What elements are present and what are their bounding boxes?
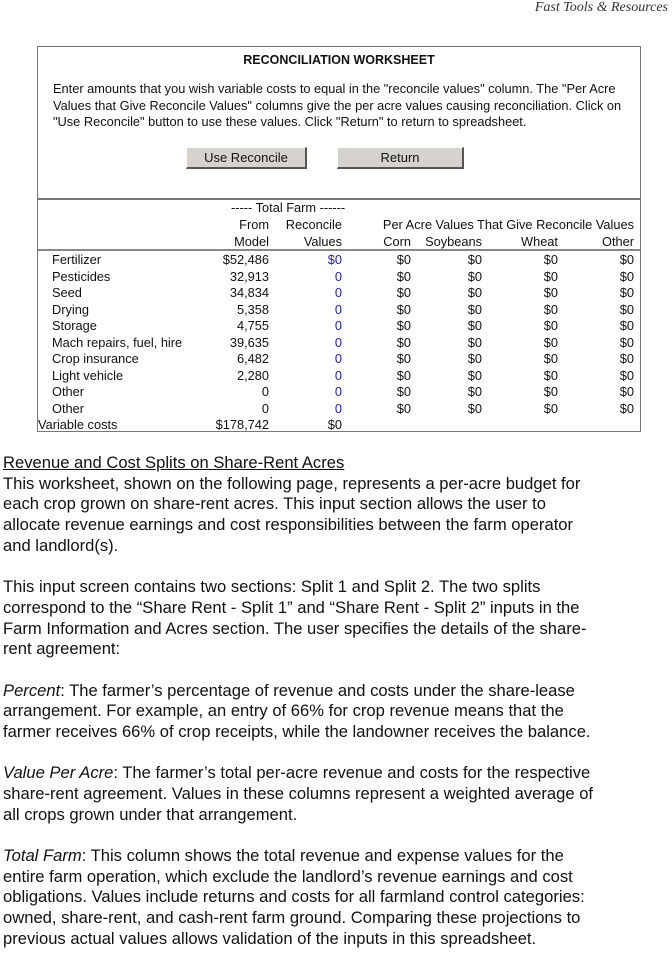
- worksheet-instructions: [53, 81, 621, 131]
- other-value: $0: [619, 400, 634, 416]
- wheat-value: $0: [543, 400, 558, 416]
- corn-value: $0: [396, 367, 411, 383]
- corn-value: $0: [396, 334, 411, 350]
- total-label: Variable costs: [38, 417, 118, 432]
- reconcile-value-input[interactable]: 0: [334, 351, 342, 366]
- text-line: correspond to the “Share Rent - Split 1” and “Share Rent - Split 2” inputs in the: [3, 597, 580, 617]
- wheat-value: $0: [543, 318, 558, 333]
- text-line: allocate revenue earnings and cost responsibilities between the farm operator: [3, 515, 574, 535]
- reconcile-value-input[interactable]: 0: [334, 367, 342, 383]
- row-label: Fertilizer: [52, 252, 102, 267]
- corn-value: $0: [396, 285, 411, 300]
- from-model-value: 2,280: [236, 367, 269, 383]
- text-line: This input screen contains two sections: Split 1 and Split 2. The two splits: [3, 577, 541, 597]
- text-line: farmer receives 66% of crop receipts, while the landowner receives the balance.: [3, 721, 591, 741]
- from-model-value: 34,834: [229, 285, 269, 300]
- wheat-value: $0: [543, 351, 558, 366]
- soybeans-value: $0: [467, 384, 482, 399]
- soybeans-value: $0: [467, 367, 482, 383]
- wheat-header: Wheat: [521, 234, 558, 249]
- reconcile-value-input[interactable]: 0: [334, 318, 342, 333]
- soybeans-value: $0: [467, 301, 482, 317]
- from-header: From: [239, 217, 269, 232]
- paragraph-total-farm: [3, 846, 593, 949]
- text-line: and landlord(s).: [3, 535, 119, 555]
- other-value: $0: [619, 268, 634, 284]
- reconcile-value-input[interactable]: $0: [327, 252, 342, 267]
- row-label: Light vehicle: [52, 367, 124, 383]
- from-model-value: 0: [261, 400, 269, 416]
- wheat-value: $0: [543, 301, 558, 317]
- text-line: This worksheet, shown on the following page, represents a per-acre budget for: [3, 473, 581, 493]
- corn-value: $0: [396, 252, 411, 267]
- total-reconcile-value: $0: [327, 417, 342, 432]
- row-label: Crop insurance: [52, 351, 139, 366]
- row-label: Storage: [52, 318, 97, 333]
- soybeans-value: $0: [467, 351, 482, 366]
- row-label: Mach repairs, fuel, hire: [52, 334, 183, 350]
- corn-value: $0: [396, 400, 411, 416]
- corn-value: $0: [396, 318, 411, 333]
- text-line: arrangement. For example, an entry of 66% for crop revenue means that the: [3, 701, 564, 721]
- other-header: Other: [601, 234, 634, 249]
- soybeans-value: $0: [467, 252, 482, 267]
- other-value: $0: [619, 367, 634, 383]
- corn-value: $0: [396, 301, 411, 317]
- text-line: Farm Information and Acres section. The user specifies the details of the share-: [3, 618, 587, 638]
- soybeans-value: $0: [467, 285, 482, 300]
- corn-value: $0: [396, 268, 411, 284]
- corn-value: $0: [396, 384, 411, 399]
- reconcile-value-input[interactable]: 0: [334, 268, 342, 284]
- row-label: Drying: [52, 301, 89, 317]
- text-line: rent agreement:: [3, 639, 121, 659]
- reconcile-value-input[interactable]: 0: [334, 334, 342, 350]
- paragraph-percent: [3, 681, 593, 743]
- wheat-value: $0: [543, 268, 558, 284]
- from-model-value: 0: [261, 384, 269, 399]
- soybeans-value: $0: [467, 268, 482, 284]
- other-value: $0: [619, 384, 634, 399]
- text-line: all crops grown under that arrangement.: [3, 804, 298, 824]
- reconcile-value-input[interactable]: 0: [334, 384, 342, 399]
- instruction-line: "Use Reconcile" button to use these values. Click "Return" to return to spreadsheet.: [53, 114, 527, 129]
- row-label: Other: [52, 384, 85, 399]
- from-model-value: 5,358: [236, 301, 269, 317]
- from-model-value: $52,486: [222, 252, 269, 267]
- wheat-value: $0: [543, 285, 558, 300]
- reconciliation-worksheet: [37, 46, 641, 432]
- other-value: $0: [619, 301, 634, 317]
- running-head: Fast Tools & Resources: [534, 0, 668, 15]
- corn-value: $0: [396, 351, 411, 366]
- body-text: [3, 453, 593, 950]
- soybeans-value: $0: [467, 318, 482, 333]
- soybeans-value: $0: [467, 400, 482, 416]
- wheat-value: $0: [543, 334, 558, 350]
- wheat-value: $0: [543, 367, 558, 383]
- text-line: : The farmer’s percentage of revenue and costs under the share-lease: [60, 680, 575, 700]
- wheat-value: $0: [543, 252, 558, 267]
- reconcile-value-input[interactable]: 0: [334, 400, 342, 416]
- from-model-value: 32,913: [229, 268, 269, 284]
- corn-header: Corn: [383, 234, 411, 249]
- text-line: share-rent agreement. Values in these columns represent a weighted average of: [3, 784, 594, 803]
- paragraph-2: [3, 577, 593, 660]
- row-label: Pesticides: [52, 268, 111, 284]
- header-divider: [38, 249, 640, 251]
- from-model-value: 6,482: [236, 351, 269, 366]
- instruction-line: Values that Give Reconcile Values" columns give the per acre values causing reconciliation. Click on: [53, 97, 622, 113]
- text-line: owned, share-rent, and cash-rent farm ground. Comparing these projections to: [3, 908, 581, 928]
- return-button[interactable]: Return: [337, 147, 464, 169]
- paragraph-value-per-acre: [3, 763, 593, 825]
- soybeans-header: Soybeans: [425, 234, 482, 249]
- worksheet-title: RECONCILIATION WORKSHEET: [243, 53, 435, 67]
- from-model-value: 4,755: [236, 318, 269, 333]
- total-model-value: $178,742: [215, 417, 269, 432]
- from-model-value: 39,635: [229, 334, 269, 350]
- soybeans-value: $0: [467, 334, 482, 350]
- reconcile-value-input[interactable]: 0: [334, 285, 342, 300]
- text-line: entire farm operation, which exclude the landlord’s revenue earnings and cost: [3, 866, 573, 886]
- use-reconcile-button[interactable]: Use Reconcile: [186, 147, 307, 169]
- text-line: : This column shows the total revenue and expense values for the: [81, 846, 564, 866]
- total-farm-header: ----- Total Farm ------: [231, 200, 346, 215]
- term-value-per-acre: Value Per Acre: [3, 763, 114, 783]
- term-total-farm: Total Farm: [3, 846, 82, 866]
- other-value: $0: [619, 351, 634, 366]
- reconcile-header: Reconcile: [285, 217, 342, 232]
- wheat-value: $0: [543, 384, 558, 399]
- term-percent: Percent: [3, 680, 61, 700]
- paragraph-1: [3, 474, 593, 557]
- row-label: Other: [52, 400, 85, 416]
- row-label: Seed: [52, 285, 82, 300]
- text-line: obligations. Values include returns and costs for all farmland control categories:: [3, 887, 585, 907]
- values-header: Values: [303, 234, 342, 249]
- per-acre-header: Per Acre Values That Give Reconcile Values: [382, 217, 634, 232]
- model-header: Model: [234, 234, 269, 249]
- text-line: each crop grown on share-rent acres. This input section allows the user to: [3, 494, 546, 514]
- reconcile-value-input[interactable]: 0: [334, 301, 342, 317]
- worksheet-header-panel: [38, 47, 640, 200]
- other-value: $0: [619, 334, 634, 350]
- instruction-line: Enter amounts that you wish variable costs to equal in the "reconcile values" column. The "Per Acre: [53, 81, 616, 96]
- other-value: $0: [619, 318, 634, 333]
- other-value: $0: [619, 252, 634, 267]
- section-heading: Revenue and Cost Splits on Share-Rent Acres: [3, 453, 345, 472]
- text-line: previous actual values allows validation of the inputs in this spreadsheet.: [3, 928, 537, 948]
- text-line: : The farmer’s total per-acre revenue and costs for the respective: [113, 763, 591, 783]
- other-value: $0: [619, 285, 634, 300]
